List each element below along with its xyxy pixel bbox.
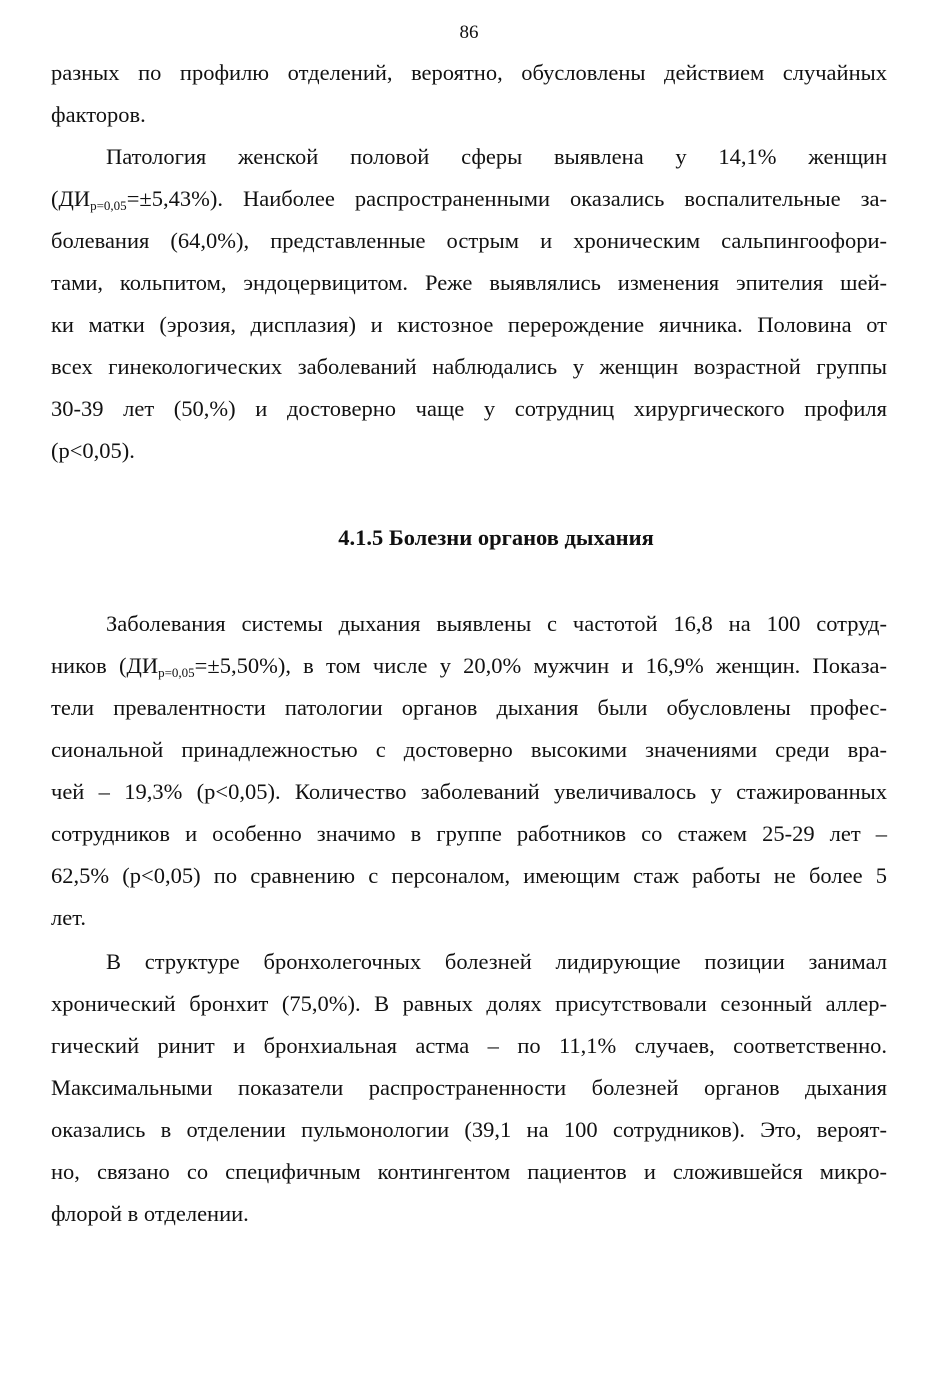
- text-line: сотрудников и особенно значимо в группе работников со стажем 25-29 лет –: [51, 821, 887, 846]
- text-fragment: (ДИ: [51, 186, 91, 211]
- paragraph-block-3: [51, 941, 887, 1235]
- text-fragment: ников (ДИ: [51, 653, 159, 678]
- text-line: сиональной принадлежностью с достоверно высокими значениями среди вра-: [51, 737, 887, 762]
- text-line: хронический бронхит (75,0%). В равных долях присутствовали сезонный аллер-: [51, 991, 887, 1016]
- text-line-with-subscript: [51, 178, 887, 220]
- text-line: 62,5% (р<0,05) по сравнению с персоналом, имеющим стаж работы не более 5: [51, 863, 887, 888]
- subscript: р=0,05: [90, 198, 127, 213]
- text-line: всех гинекологических заболеваний наблюдались у женщин возрастной группы: [51, 354, 887, 379]
- text-line: флорой в отделении.: [51, 1201, 249, 1226]
- text-line: гический ринит и бронхиальная астма – по 11,1% случаев, соответственно.: [51, 1033, 887, 1058]
- text-fragment: =±5,43%). Наиболее распространенными оказались воспалительные за-: [126, 186, 887, 211]
- text-line: тели превалентности патологии органов дыхания были обусловлены профес-: [51, 695, 887, 720]
- text-line: (р<0,05).: [51, 438, 135, 463]
- text-line: но, связано со специфичным контингентом пациентов и сложившейся микро-: [51, 1159, 887, 1184]
- section-heading: 4.1.5 Болезни органов дыхания: [338, 525, 654, 550]
- text-line: Патология женской половой сферы выявлена у 14,1% женщин: [106, 144, 887, 169]
- text-line: ки матки (эрозия, дисплазия) и кистозное перерождение яичника. Половина от: [51, 312, 887, 337]
- text-line-with-subscript: [51, 645, 887, 687]
- text-line: лет.: [51, 905, 86, 930]
- text-line: разных по профилю отделений, вероятно, обусловлены действием случайных: [51, 60, 887, 85]
- text-line: чей – 19,3% (р<0,05). Количество заболеваний увеличивалось у стажированных: [51, 779, 887, 804]
- text-line: оказались в отделении пульмонологии (39,1 на 100 сотрудников). Это, вероят-: [51, 1117, 887, 1142]
- text-line: факторов.: [51, 102, 146, 127]
- subscript: р=0,05: [158, 665, 195, 680]
- page-number: 86: [459, 22, 479, 43]
- paragraph-block-1: [51, 52, 887, 472]
- text-line: Максимальными показатели распространенности болезней органов дыхания: [51, 1075, 887, 1100]
- text-fragment: =±5,50%), в том числе у 20,0% мужчин и 16,9% женщин. Показа-: [194, 653, 887, 678]
- text-line: В структуре бронхолегочных болезней лидирующие позиции занимал: [106, 949, 887, 974]
- text-line: 30-39 лет (50,%) и достоверно чаще у сотрудниц хирургического профиля: [51, 396, 887, 421]
- text-line: Заболевания системы дыхания выявлены с частотой 16,8 на 100 сотруд-: [106, 611, 887, 636]
- paragraph-block-2: [51, 603, 887, 939]
- text-line: болевания (64,0%), представленные острым и хроническим сальпингоофори-: [51, 228, 887, 253]
- text-line: тами, кольпитом, эндоцервицитом. Реже выявлялись изменения эпителия шей-: [51, 270, 887, 295]
